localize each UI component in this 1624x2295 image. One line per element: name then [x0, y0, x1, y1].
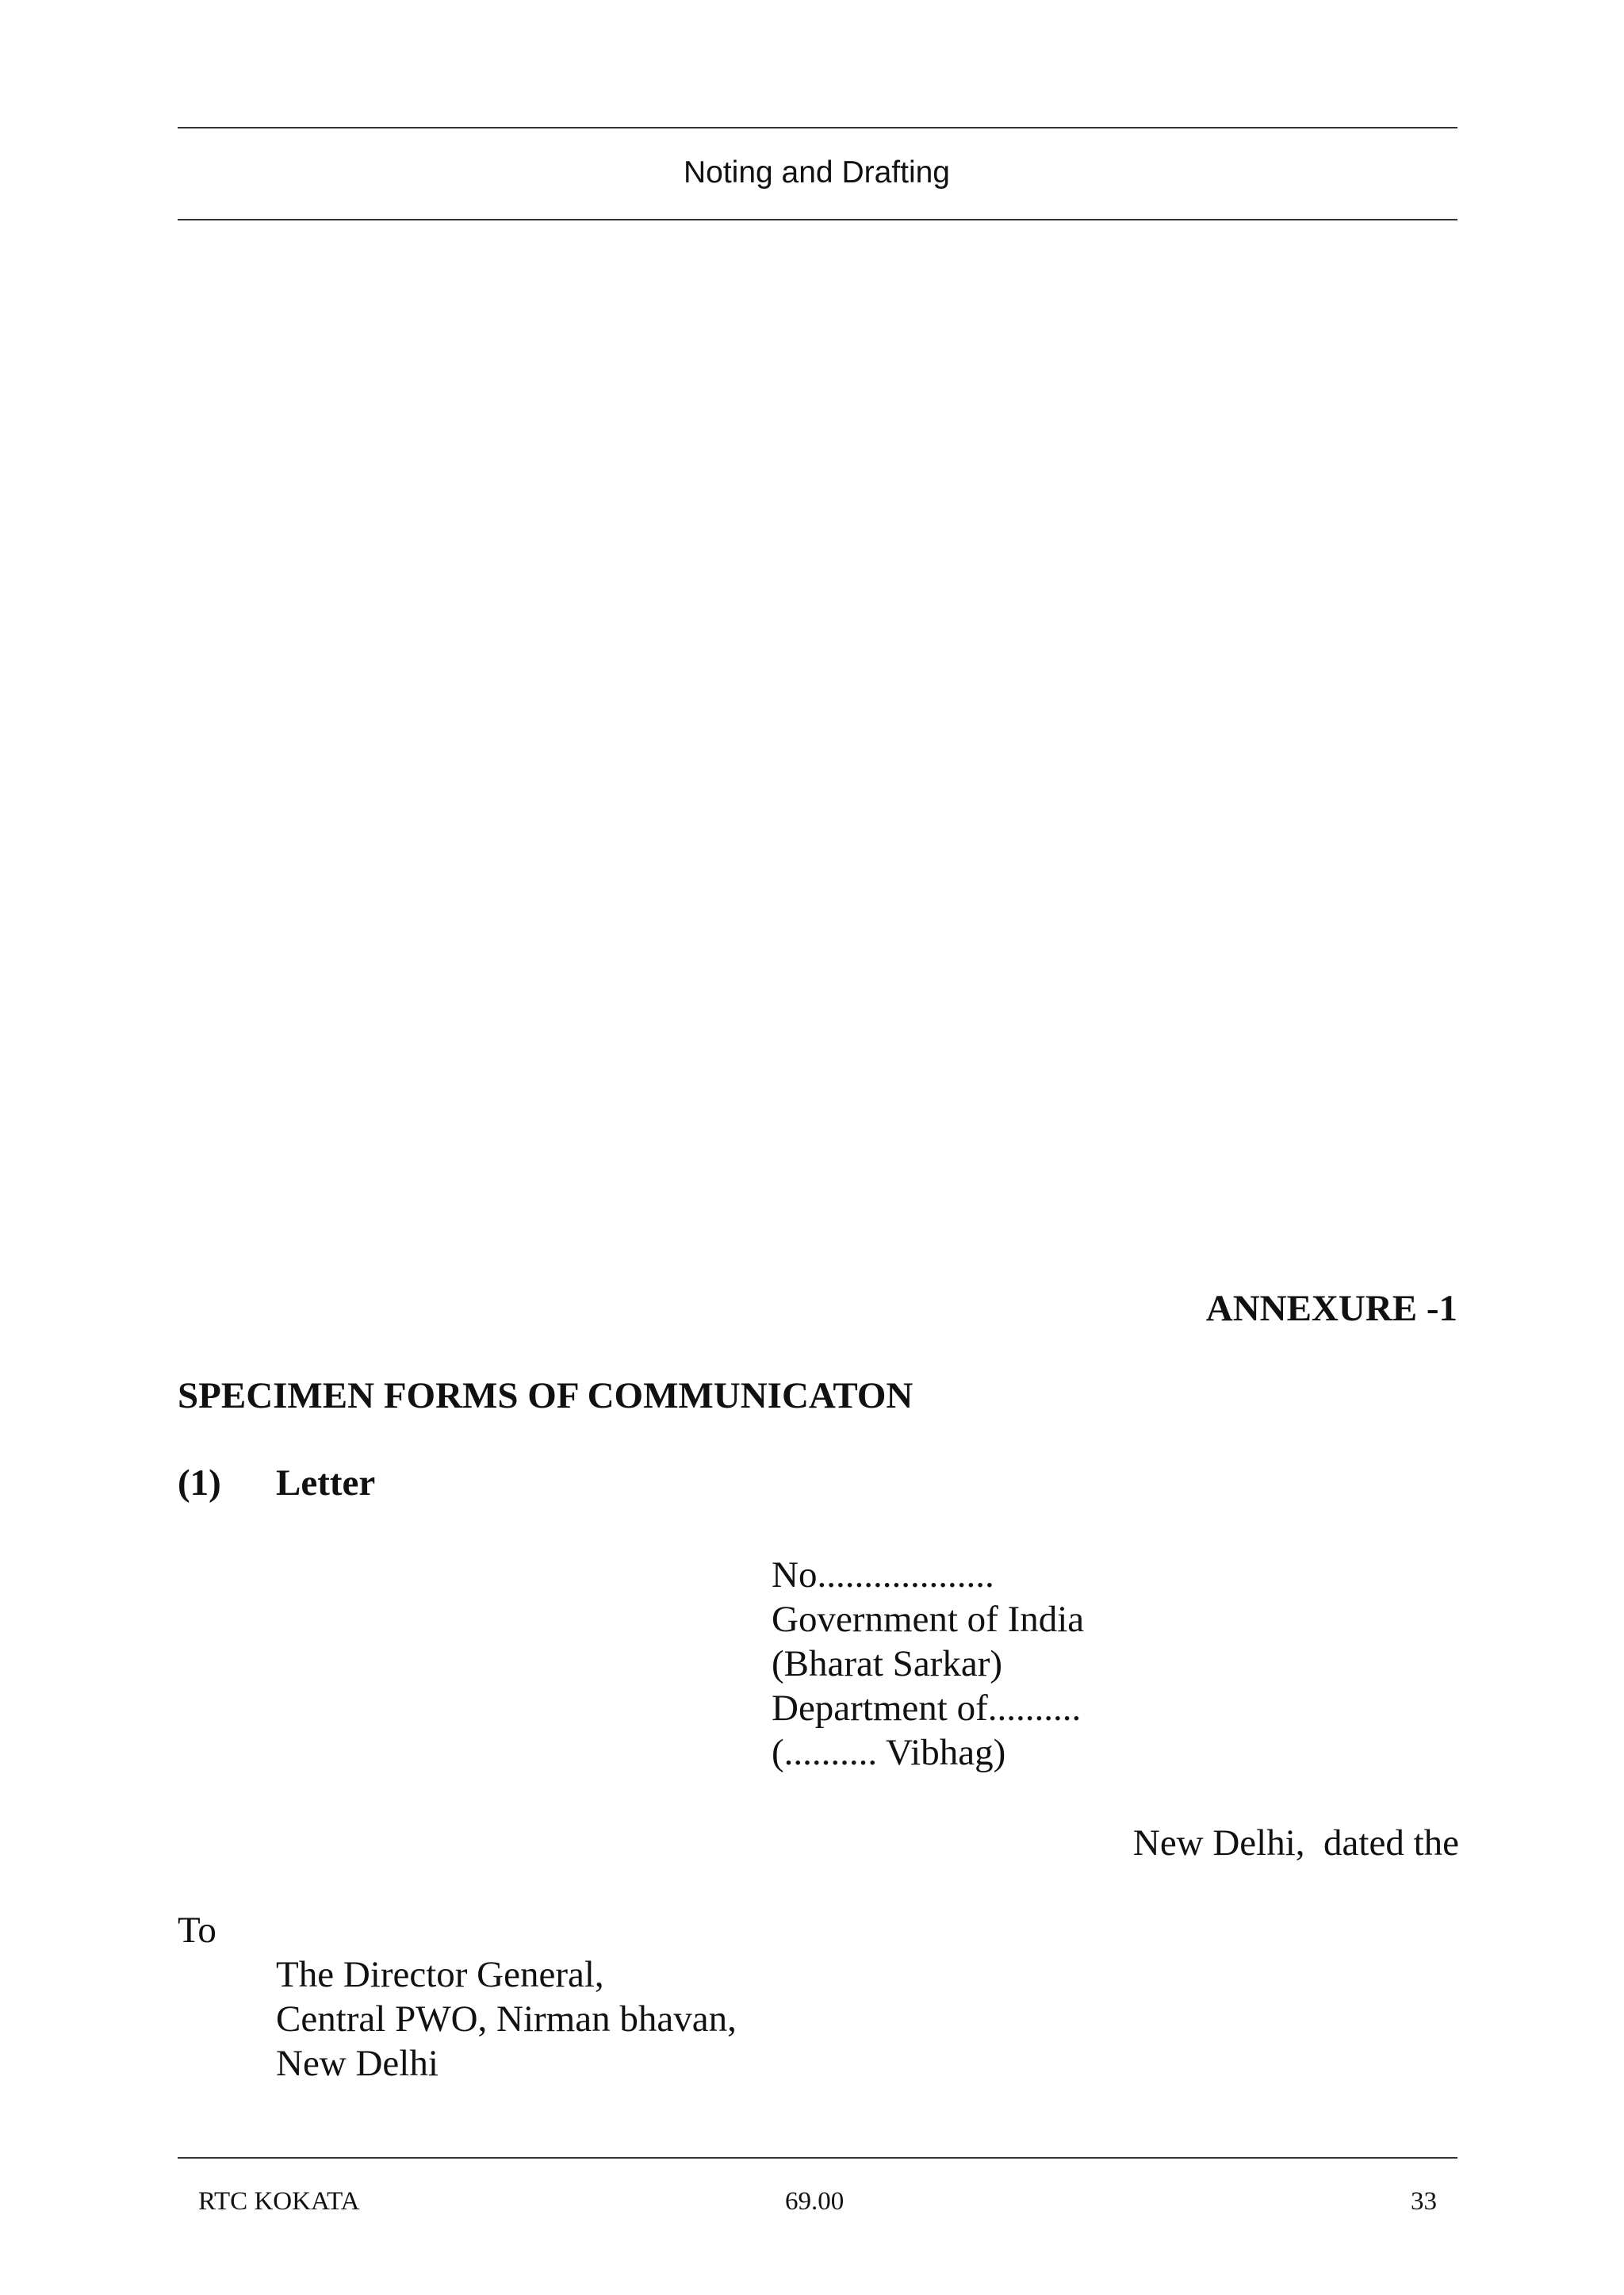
recipient-address [276, 1952, 737, 2086]
page-heading: SPECIMEN FORMS OF COMMUNICATON [178, 1375, 914, 1416]
annexure-label: ANNEXURE -1 [1205, 1288, 1457, 1329]
header-bottom-rule [178, 219, 1457, 220]
footer-institution: RTC KOKATA [198, 2187, 360, 2216]
running-header-title: Noting and Drafting [683, 155, 951, 190]
letter-number-line: No................... [772, 1554, 994, 1596]
place-date-line: New Delhi, dated the [1132, 1822, 1459, 1864]
address-line-2: Central PWO, Nirman bhavan, [276, 1998, 737, 2040]
government-hindi-line: (Bharat Sarkar) [772, 1643, 1002, 1684]
address-line-1: The Director General, [276, 1954, 604, 1995]
section-number: (1) [178, 1462, 221, 1504]
department-hindi-line: (.......... Vibhag) [772, 1732, 1006, 1773]
department-line: Department of.......... [772, 1688, 1082, 1729]
address-line-3: New Delhi [276, 2043, 439, 2084]
government-line: Government of India [772, 1599, 1085, 1640]
to-label: To [178, 1910, 216, 1951]
header-top-rule [178, 127, 1457, 128]
letterhead-block [772, 1553, 1084, 1775]
footer-rule [178, 2157, 1457, 2159]
footer-code: 69.00 [785, 2187, 845, 2216]
section-title: Letter [276, 1462, 376, 1504]
page-number: 33 [1411, 2187, 1437, 2216]
